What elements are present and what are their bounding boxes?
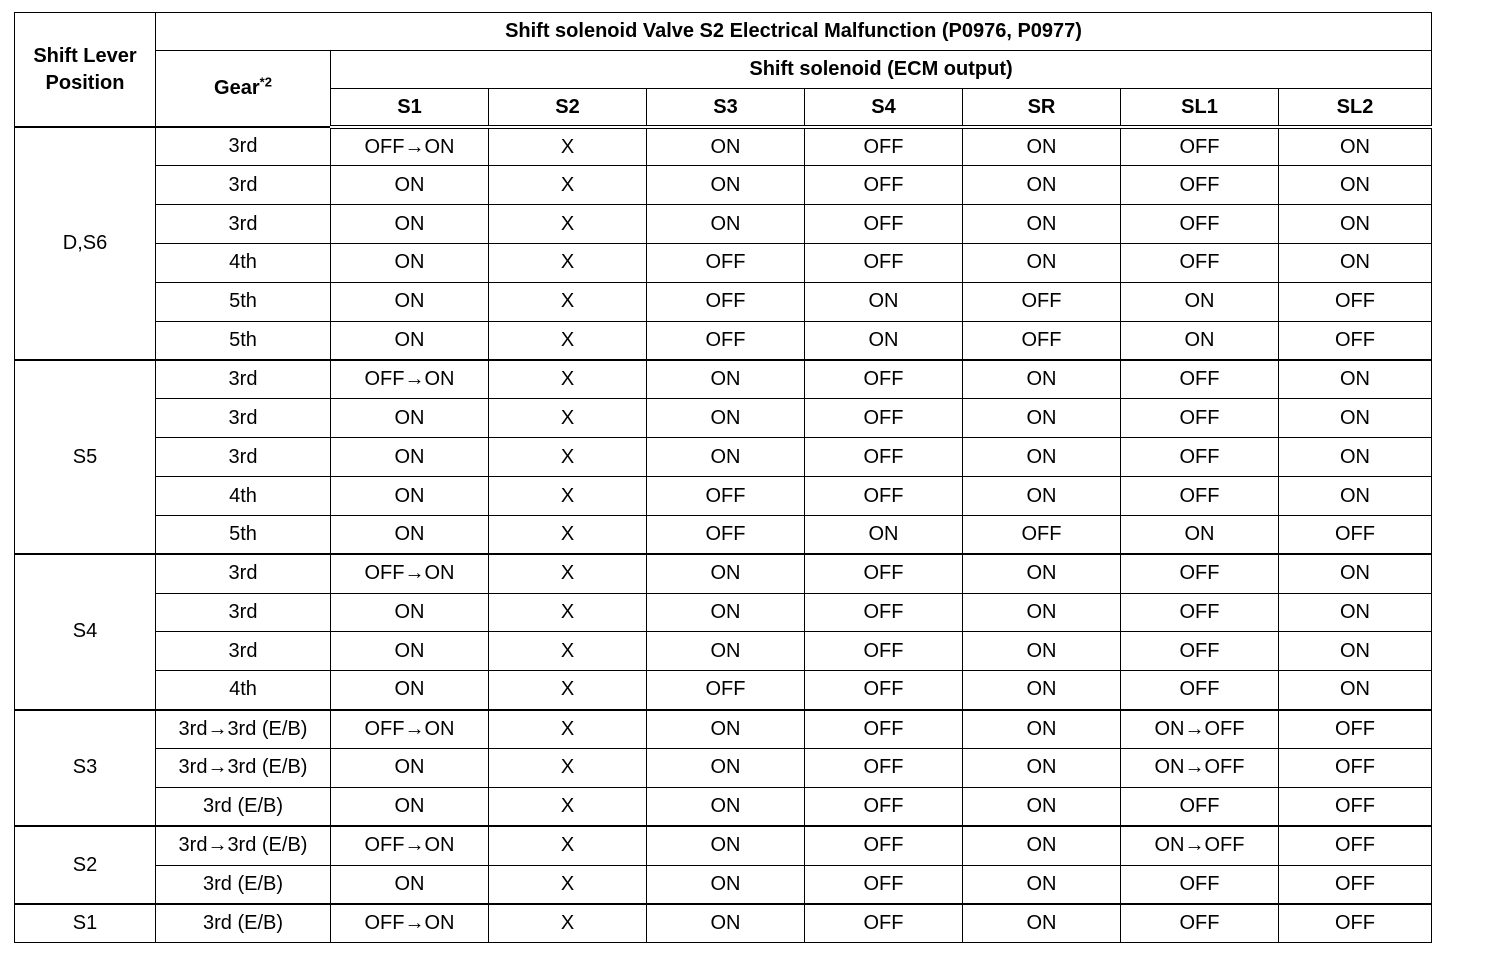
- solenoid-cell-sl2: ON: [1279, 205, 1432, 244]
- solenoid-cell-s1: OFF→ON: [331, 904, 489, 943]
- table-row: [15, 749, 1432, 788]
- solenoid-cell-s2: X: [489, 205, 647, 244]
- solenoid-cell-s3: ON: [647, 826, 805, 865]
- solenoid-cell-s1: ON: [331, 515, 489, 554]
- table-body: [15, 127, 1432, 943]
- solenoid-cell-s2: X: [489, 632, 647, 671]
- gear-cell: 3rd: [156, 127, 331, 166]
- solenoid-cell-s4: ON: [805, 321, 963, 360]
- solenoid-cell-sr: OFF: [963, 282, 1121, 321]
- column-header-sl2: SL2: [1279, 89, 1432, 128]
- solenoid-cell-sl1: OFF: [1121, 554, 1279, 593]
- solenoid-cell-sl1: OFF: [1121, 787, 1279, 826]
- solenoid-cell-s3: ON: [647, 710, 805, 749]
- gear-cell: 3rd (E/B): [156, 787, 331, 826]
- solenoid-cell-sl1: OFF: [1121, 632, 1279, 671]
- column-header-s3: S3: [647, 89, 805, 128]
- solenoid-cell-sr: ON: [963, 904, 1121, 943]
- solenoid-cell-s3: ON: [647, 205, 805, 244]
- solenoid-cell-s2: X: [489, 477, 647, 516]
- solenoid-cell-s4: OFF: [805, 554, 963, 593]
- gear-cell: 3rd: [156, 554, 331, 593]
- solenoid-cell-sl1: ON→OFF: [1121, 826, 1279, 865]
- solenoid-cell-sr: ON: [963, 205, 1121, 244]
- solenoid-cell-s1: ON: [331, 244, 489, 283]
- column-header-s2: S2: [489, 89, 647, 128]
- solenoid-cell-sr: ON: [963, 554, 1121, 593]
- gear-cell: 4th: [156, 244, 331, 283]
- solenoid-cell-sr: ON: [963, 632, 1121, 671]
- solenoid-cell-sr: ON: [963, 438, 1121, 477]
- solenoid-cell-s2: X: [489, 593, 647, 632]
- solenoid-cell-sl2: OFF: [1279, 282, 1432, 321]
- solenoid-cell-s1: ON: [331, 399, 489, 438]
- solenoid-cell-sl1: OFF: [1121, 166, 1279, 205]
- gear-footnote: *2: [259, 74, 272, 90]
- table-row: [15, 904, 1432, 943]
- solenoid-cell-s4: OFF: [805, 477, 963, 516]
- shift-lever-position-cell: S2: [15, 826, 156, 904]
- table-row: [15, 399, 1432, 438]
- solenoid-cell-sl1: OFF: [1121, 593, 1279, 632]
- solenoid-cell-sl1: OFF: [1121, 205, 1279, 244]
- solenoid-cell-s4: OFF: [805, 166, 963, 205]
- gear-cell: 3rd: [156, 593, 331, 632]
- solenoid-cell-s4: OFF: [805, 671, 963, 710]
- solenoid-cell-sr: OFF: [963, 515, 1121, 554]
- table-row: [15, 321, 1432, 360]
- malfunction-title: Shift solenoid Valve S2 Electrical Malfunction (P0976, P0977): [156, 13, 1432, 51]
- table-header: [15, 13, 1432, 128]
- solenoid-cell-sl2: OFF: [1279, 865, 1432, 904]
- solenoid-cell-s2: X: [489, 865, 647, 904]
- shift-lever-position-label: Shift Lever Position: [33, 44, 137, 94]
- shift-lever-position-cell: S4: [15, 554, 156, 709]
- table-row: [15, 787, 1432, 826]
- gear-cell: 3rd: [156, 205, 331, 244]
- solenoid-cell-s3: OFF: [647, 244, 805, 283]
- gear-label: Gear: [214, 77, 260, 99]
- solenoid-cell-s1: OFF→ON: [331, 127, 489, 166]
- solenoid-cell-s3: ON: [647, 127, 805, 166]
- shift-lever-position-cell: S1: [15, 904, 156, 943]
- solenoid-cell-s2: X: [489, 399, 647, 438]
- solenoid-cell-s1: OFF→ON: [331, 710, 489, 749]
- solenoid-cell-s3: ON: [647, 593, 805, 632]
- solenoid-cell-s3: ON: [647, 438, 805, 477]
- table-row: [15, 515, 1432, 554]
- gear-cell: 3rd (E/B): [156, 904, 331, 943]
- solenoid-cell-sl2: ON: [1279, 632, 1432, 671]
- solenoid-cell-s2: X: [489, 360, 647, 399]
- table-row: [15, 127, 1432, 166]
- solenoid-cell-sr: ON: [963, 826, 1121, 865]
- solenoid-cell-sl2: OFF: [1279, 321, 1432, 360]
- solenoid-cell-s3: OFF: [647, 282, 805, 321]
- solenoid-group-header: Shift solenoid (ECM output): [331, 51, 1432, 89]
- solenoid-cell-sl2: ON: [1279, 593, 1432, 632]
- table-row: [15, 477, 1432, 516]
- solenoid-cell-sr: ON: [963, 865, 1121, 904]
- solenoid-cell-s3: OFF: [647, 477, 805, 516]
- solenoid-cell-sl2: OFF: [1279, 710, 1432, 749]
- solenoid-cell-sl2: OFF: [1279, 826, 1432, 865]
- solenoid-cell-s3: ON: [647, 904, 805, 943]
- shift-lever-position-cell: S5: [15, 360, 156, 554]
- solenoid-cell-s4: OFF: [805, 632, 963, 671]
- solenoid-cell-s2: X: [489, 438, 647, 477]
- gear-cell: 5th: [156, 282, 331, 321]
- shift-lever-position-header: [15, 13, 156, 128]
- solenoid-cell-sl2: ON: [1279, 166, 1432, 205]
- gear-cell: 5th: [156, 515, 331, 554]
- table-row: [15, 205, 1432, 244]
- solenoid-cell-s4: OFF: [805, 826, 963, 865]
- solenoid-cell-s4: OFF: [805, 360, 963, 399]
- column-header-sr: SR: [963, 89, 1121, 128]
- solenoid-cell-sl2: OFF: [1279, 904, 1432, 943]
- solenoid-cell-s2: X: [489, 282, 647, 321]
- solenoid-cell-s4: OFF: [805, 399, 963, 438]
- solenoid-cell-s2: X: [489, 166, 647, 205]
- gear-cell: 3rd: [156, 632, 331, 671]
- gear-cell: 4th: [156, 477, 331, 516]
- solenoid-cell-sl1: OFF: [1121, 438, 1279, 477]
- gear-cell: 3rd: [156, 360, 331, 399]
- table-row: [15, 826, 1432, 865]
- table-row: [15, 593, 1432, 632]
- solenoid-cell-sl1: OFF: [1121, 671, 1279, 710]
- solenoid-cell-sl1: OFF: [1121, 865, 1279, 904]
- solenoid-cell-s3: OFF: [647, 321, 805, 360]
- solenoid-cell-s4: OFF: [805, 205, 963, 244]
- solenoid-cell-s1: ON: [331, 632, 489, 671]
- solenoid-cell-sl1: ON: [1121, 515, 1279, 554]
- solenoid-cell-s1: ON: [331, 438, 489, 477]
- table-row: [15, 671, 1432, 710]
- solenoid-cell-s3: ON: [647, 632, 805, 671]
- solenoid-cell-s1: ON: [331, 865, 489, 904]
- solenoid-cell-s2: X: [489, 515, 647, 554]
- table-row: [15, 554, 1432, 593]
- gear-cell: 3rd: [156, 166, 331, 205]
- solenoid-cell-sl1: OFF: [1121, 127, 1279, 166]
- gear-cell: 3rd→3rd (E/B): [156, 826, 331, 865]
- table-row: [15, 710, 1432, 749]
- solenoid-cell-s4: OFF: [805, 865, 963, 904]
- solenoid-cell-s2: X: [489, 127, 647, 166]
- solenoid-cell-sl1: OFF: [1121, 399, 1279, 438]
- solenoid-cell-s3: ON: [647, 360, 805, 399]
- column-header-s4: S4: [805, 89, 963, 128]
- solenoid-cell-s3: OFF: [647, 671, 805, 710]
- solenoid-cell-s3: ON: [647, 166, 805, 205]
- solenoid-cell-s2: X: [489, 554, 647, 593]
- solenoid-cell-sl2: ON: [1279, 244, 1432, 283]
- solenoid-cell-sl2: ON: [1279, 438, 1432, 477]
- solenoid-cell-s4: OFF: [805, 749, 963, 788]
- solenoid-cell-sl1: ON→OFF: [1121, 710, 1279, 749]
- table-row: [15, 166, 1432, 205]
- gear-cell: 4th: [156, 671, 331, 710]
- solenoid-cell-s4: OFF: [805, 127, 963, 166]
- solenoid-cell-s1: OFF→ON: [331, 554, 489, 593]
- solenoid-cell-sl1: OFF: [1121, 904, 1279, 943]
- solenoid-cell-s1: OFF→ON: [331, 360, 489, 399]
- solenoid-cell-sr: ON: [963, 749, 1121, 788]
- solenoid-cell-s1: ON: [331, 205, 489, 244]
- solenoid-cell-sr: OFF: [963, 321, 1121, 360]
- solenoid-cell-s2: X: [489, 787, 647, 826]
- column-header-sl1: SL1: [1121, 89, 1279, 128]
- solenoid-cell-sr: ON: [963, 166, 1121, 205]
- gear-cell: 3rd (E/B): [156, 865, 331, 904]
- solenoid-cell-sr: ON: [963, 399, 1121, 438]
- table-row: [15, 244, 1432, 283]
- solenoid-operation-table: [14, 12, 1432, 943]
- solenoid-cell-s1: ON: [331, 282, 489, 321]
- solenoid-cell-s2: X: [489, 826, 647, 865]
- solenoid-cell-s4: OFF: [805, 438, 963, 477]
- solenoid-cell-s4: OFF: [805, 904, 963, 943]
- solenoid-cell-s1: ON: [331, 477, 489, 516]
- solenoid-cell-s3: ON: [647, 865, 805, 904]
- gear-cell: 3rd→3rd (E/B): [156, 710, 331, 749]
- table-row: [15, 632, 1432, 671]
- solenoid-cell-s4: OFF: [805, 787, 963, 826]
- gear-cell: 3rd: [156, 438, 331, 477]
- solenoid-cell-s2: X: [489, 749, 647, 788]
- gear-cell: 5th: [156, 321, 331, 360]
- solenoid-cell-s4: OFF: [805, 593, 963, 632]
- solenoid-cell-sl2: ON: [1279, 477, 1432, 516]
- solenoid-cell-sl1: ON: [1121, 282, 1279, 321]
- gear-cell: 3rd→3rd (E/B): [156, 749, 331, 788]
- solenoid-cell-s1: ON: [331, 671, 489, 710]
- solenoid-cell-s1: ON: [331, 321, 489, 360]
- table-row: [15, 438, 1432, 477]
- solenoid-cell-sl2: ON: [1279, 399, 1432, 438]
- solenoid-cell-sr: ON: [963, 710, 1121, 749]
- gear-cell: 3rd: [156, 399, 331, 438]
- solenoid-cell-sr: ON: [963, 787, 1121, 826]
- solenoid-cell-s3: ON: [647, 787, 805, 826]
- solenoid-cell-s1: ON: [331, 593, 489, 632]
- solenoid-cell-sr: ON: [963, 477, 1121, 516]
- solenoid-cell-sr: ON: [963, 127, 1121, 166]
- solenoid-cell-s4: OFF: [805, 710, 963, 749]
- solenoid-cell-sr: ON: [963, 593, 1121, 632]
- gear-header: [156, 51, 331, 128]
- solenoid-cell-sl2: OFF: [1279, 749, 1432, 788]
- solenoid-cell-sl2: OFF: [1279, 787, 1432, 826]
- solenoid-cell-s4: ON: [805, 282, 963, 321]
- solenoid-cell-s2: X: [489, 671, 647, 710]
- solenoid-cell-s4: ON: [805, 515, 963, 554]
- column-header-s1: S1: [331, 89, 489, 128]
- solenoid-cell-s2: X: [489, 710, 647, 749]
- solenoid-cell-s1: ON: [331, 166, 489, 205]
- solenoid-cell-s1: OFF→ON: [331, 826, 489, 865]
- solenoid-cell-sr: ON: [963, 360, 1121, 399]
- solenoid-cell-s1: ON: [331, 749, 489, 788]
- solenoid-cell-sl2: ON: [1279, 671, 1432, 710]
- solenoid-cell-s1: ON: [331, 787, 489, 826]
- solenoid-cell-s2: X: [489, 321, 647, 360]
- solenoid-cell-sl1: ON→OFF: [1121, 749, 1279, 788]
- solenoid-cell-sl1: OFF: [1121, 477, 1279, 516]
- solenoid-cell-s3: ON: [647, 749, 805, 788]
- solenoid-cell-sr: ON: [963, 671, 1121, 710]
- table-row: [15, 360, 1432, 399]
- solenoid-cell-s3: ON: [647, 399, 805, 438]
- solenoid-cell-sl1: OFF: [1121, 360, 1279, 399]
- shift-lever-position-cell: S3: [15, 710, 156, 827]
- solenoid-cell-sl2: ON: [1279, 554, 1432, 593]
- solenoid-cell-s2: X: [489, 904, 647, 943]
- table-row: [15, 282, 1432, 321]
- solenoid-cell-sl2: ON: [1279, 127, 1432, 166]
- solenoid-cell-sl2: OFF: [1279, 515, 1432, 554]
- solenoid-cell-sl1: ON: [1121, 321, 1279, 360]
- solenoid-cell-s4: OFF: [805, 244, 963, 283]
- solenoid-cell-s2: X: [489, 244, 647, 283]
- solenoid-cell-sl2: ON: [1279, 360, 1432, 399]
- solenoid-cell-s3: OFF: [647, 515, 805, 554]
- solenoid-cell-sl1: OFF: [1121, 244, 1279, 283]
- solenoid-cell-sr: ON: [963, 244, 1121, 283]
- shift-lever-position-cell: D,S6: [15, 127, 156, 360]
- table-row: [15, 865, 1432, 904]
- solenoid-cell-s3: ON: [647, 554, 805, 593]
